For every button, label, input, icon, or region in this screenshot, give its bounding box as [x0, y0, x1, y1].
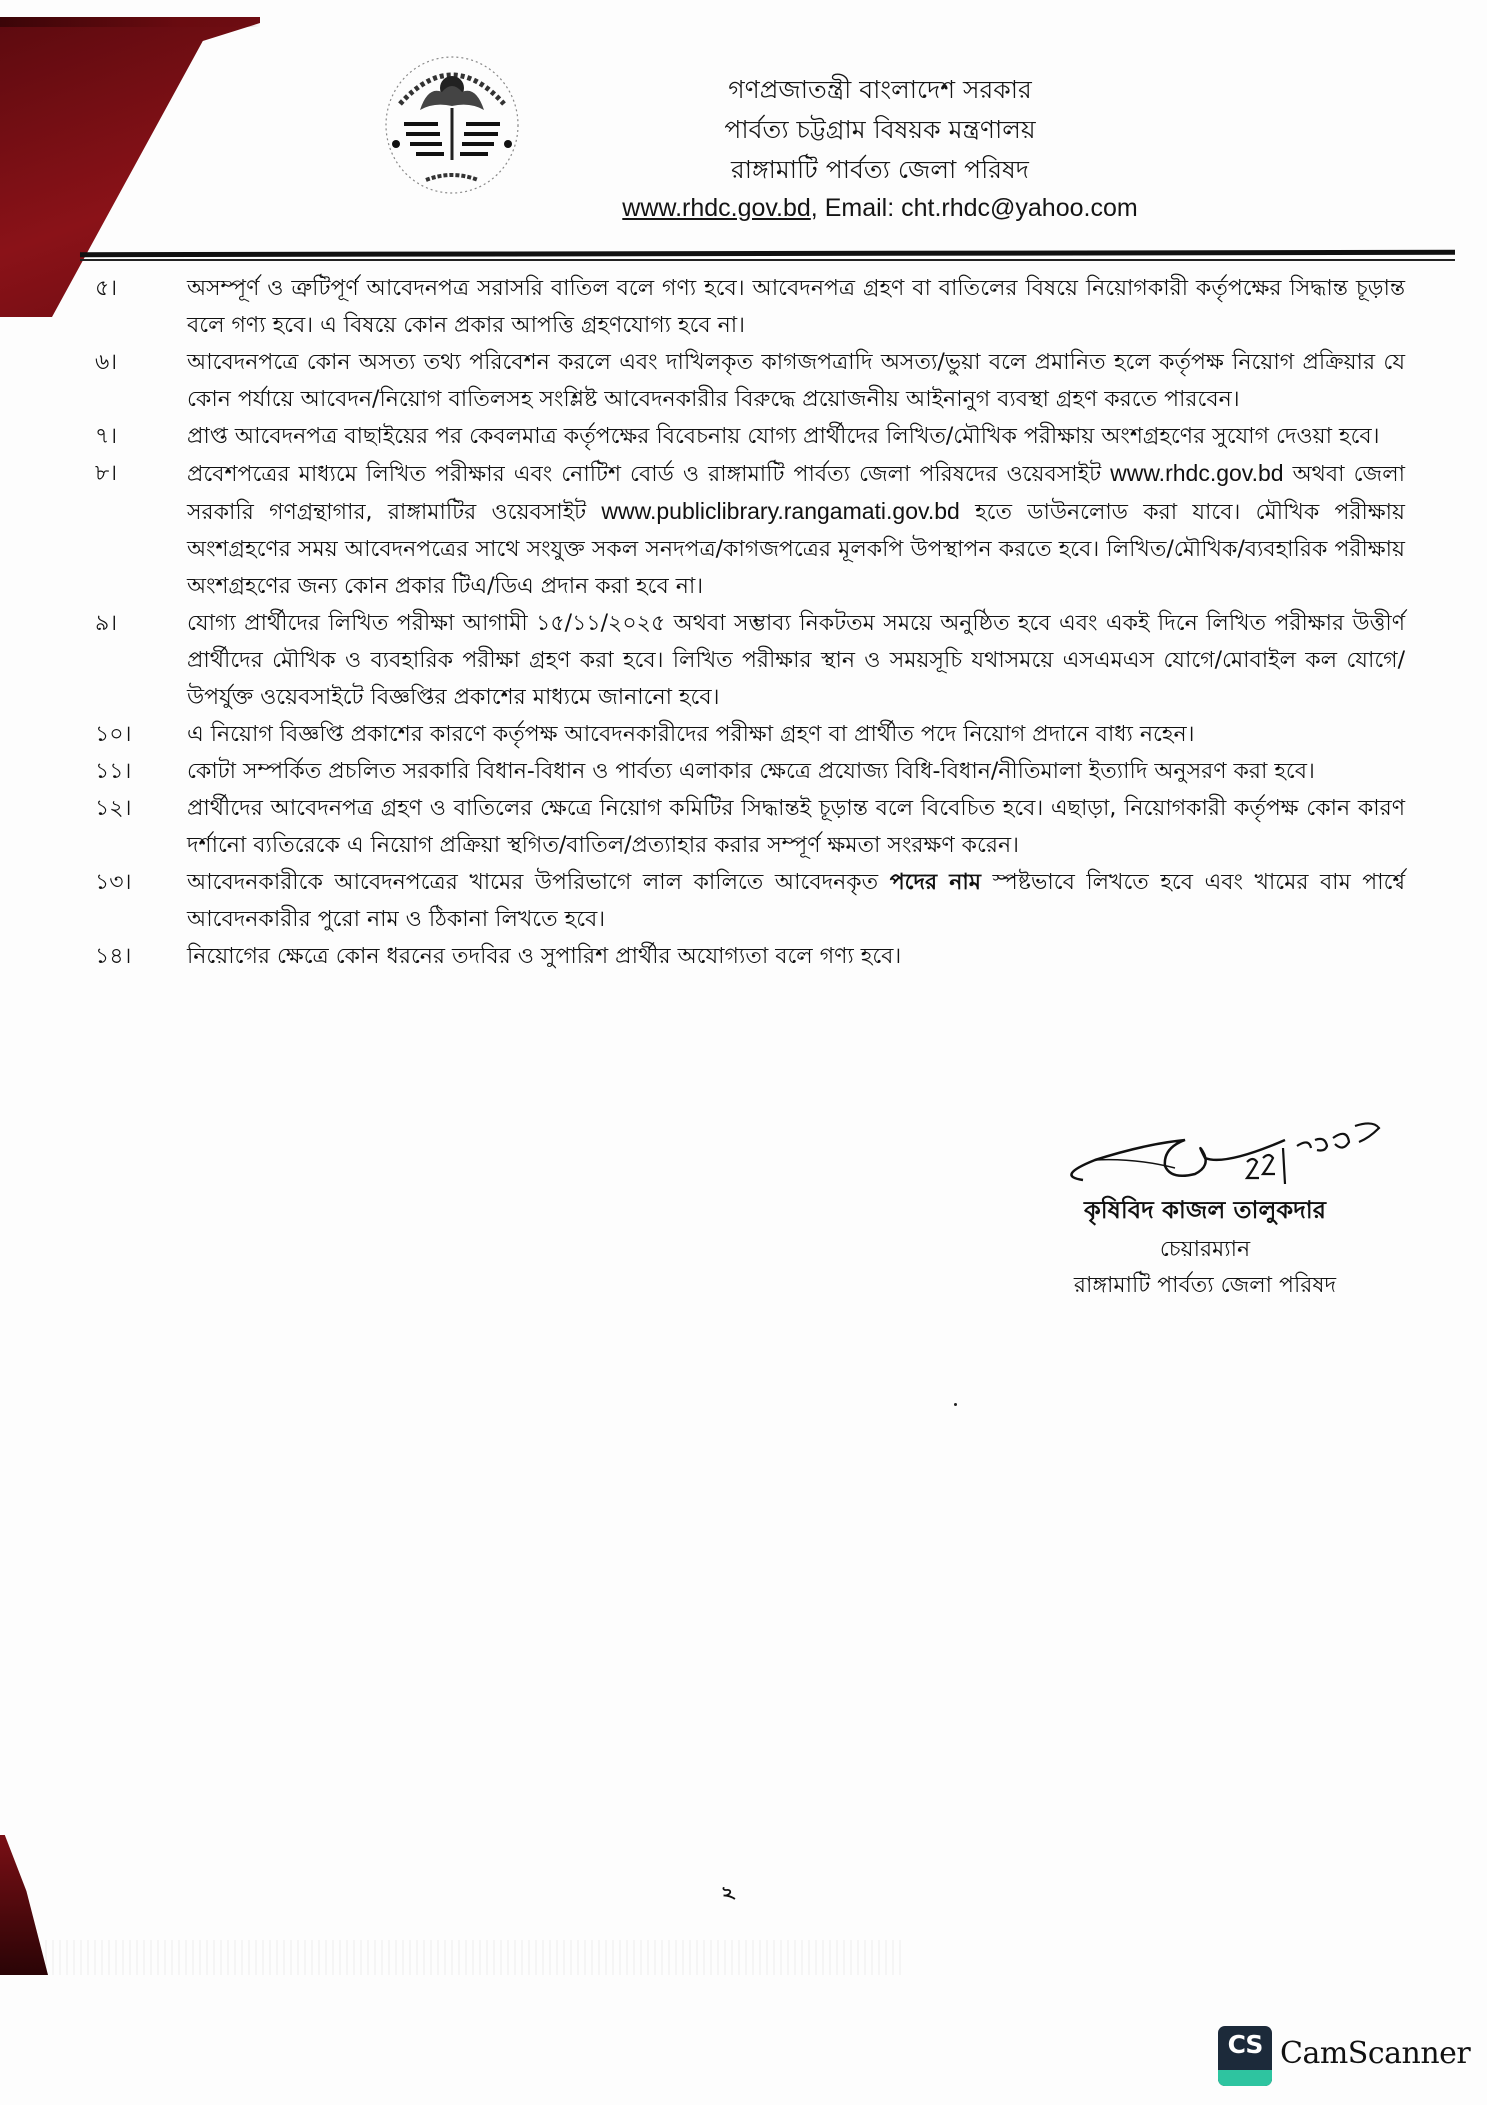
- camscanner-brand: CamScanner: [1280, 2036, 1471, 2071]
- scan-noise-band: [45, 1940, 905, 1975]
- item-text: [187, 864, 1405, 938]
- item-text-part: অথবা জেলা সরকারি গণগ্রন্থাগার, রাঙ্গামাটির ওয়েবসাইট: [187, 462, 1405, 525]
- library-website-link[interactable]: www.publiclibrary.rangamati.gov.bd: [601, 498, 960, 524]
- header-ministry: পার্বত্য চট্টগ্রাম বিষয়ক মন্ত্রণালয়: [724, 115, 1036, 144]
- list-item: [0, 753, 1405, 790]
- list-item: [0, 418, 1405, 455]
- rhdc-website-link[interactable]: www.rhdc.gov.bd: [1110, 460, 1284, 486]
- council-seal-logo: [378, 52, 526, 198]
- item-text-part: আবেদনকারীকে আবেদনপত্রের খামের উপরিভাগে লাল কালিতে আবেদনকৃত: [187, 870, 890, 895]
- item-number: ১২।: [95, 796, 132, 821]
- item-text: যোগ্য প্রার্থীদের লিখিত পরীক্ষা আগামী ১৫/১১/২০২৫ অথবা সম্ভাব্য নিকটতম সময়ে অনুষ্ঠিত হবে এবং একই দিনে লিখিত পরীক্ষার উত্তীর্ণ প্রার্থীদের মৌখিক ও ব্যবহারিক পরীক্ষা গ্রহণ করা হবে। লিখিত পরীক্ষার স্থান ও সময়সূচি যথাসময়ে এসএমএস যোগে/মোবাইল কল যোগে/উপর্যুক্ত ওয়েবসাইটে বিজ্ঞপ্তির প্রকাশের মাধ্যমে জানানো হবে।: [187, 611, 1405, 710]
- list-item: [0, 716, 1405, 753]
- item-number: ৫।: [95, 276, 118, 301]
- email-text: , Email: cht.rhdc@yahoo.com: [810, 194, 1138, 222]
- page-number: ২: [717, 1878, 738, 1906]
- item-number: ৯।: [95, 611, 118, 636]
- camscanner-logo-icon: [1218, 2026, 1272, 2086]
- item-text-part: হতে ডাউনলোড করা যাবে। মৌখিক পরীক্ষায় অংশগ্রহণের সময় আবেদনপত্রের সাথে সংযুক্ত সকল সনদপত্র/কাগজপত্রের মূলকপি উপস্থাপন করতে হবে। লিখিত/মৌখিক/ব্যবহারিক পরীক্ষায় অংশগ্রহণের জন্য কোন প্রকার টিএ/ডিএ প্রদান করা হবে না।: [187, 500, 1405, 599]
- list-item: [0, 270, 1405, 344]
- website-link[interactable]: www.rhdc.gov.bd: [622, 194, 811, 222]
- list-item: [0, 938, 1405, 975]
- item-text: প্রার্থীদের আবেদনপত্র গ্রহণ ও বাতিলের ক্ষেত্রে নিয়োগ কমিটির সিদ্ধান্তই চূড়ান্ত বলে বিবেচিত হবে। এছাড়া, নিয়োগকারী কর্তৃপক্ষ কোন কারণ দর্শানো ব্যতিরেকে এ নিয়োগ প্রক্রিয়া স্থগিত/বাতিল/প্রত্যাহার করার সম্পূর্ণ ক্ষমতা সংরক্ষণ করেন।: [187, 796, 1405, 858]
- handwritten-signature: [1035, 1118, 1395, 1198]
- list-item: [0, 864, 1405, 938]
- item-text: আবেদনপত্রে কোন অসত্য তথ্য পরিবেশন করলে এবং দাখিলকৃত কাগজপত্রাদি অসত্য/ভুয়া বলে প্রমানিত হলে কর্তৃপক্ষ নিয়োগ প্রক্রিয়ার যে কোন পর্যায়ে আবেদন/নিয়োগ বাতিলসহ সংশ্লিষ্ট আবেদনকারীর বিরুদ্ধে প্রয়োজনীয় আইনানুগ ব্যবস্থা গ্রহণ করতে পারবেন।: [187, 350, 1405, 412]
- item-text: অসম্পূর্ণ ও ত্রুটিপূর্ণ আবেদনপত্র সরাসরি বাতিল বলে গণ্য হবে। আবেদনপত্র গ্রহণ বা বাতিলের বিষয়ে নিয়োগকারী কর্তৃপক্ষের সিদ্ধান্ত চূড়ান্ত বলে গণ্য হবে। এ বিষয়ে কোন প্রকার আপত্তি গ্রহণযোগ্য হবে না।: [187, 276, 1405, 338]
- item-text-part: প্রবেশপত্রের মাধ্যমে লিখিত পরীক্ষার এবং নোটিশ বোর্ড ও রাঙ্গামাটি পার্বত্য জেলা পরিষদের ওয়েবসাইট: [187, 462, 1111, 487]
- signatory-title: চেয়ারম্যান: [1159, 1237, 1251, 1262]
- item-text: কোটা সম্পর্কিত প্রচলিত সরকারি বিধান-বিধান ও পার্বত্য এলাকার ক্ষেত্রে প্রযোজ্য বিধি-বিধান/নীতিমালা ইত্যাদি অনুসরণ করা হবে।: [187, 759, 1315, 784]
- terms-list: [0, 270, 1487, 975]
- item-text-part: স্পষ্টভাবে লিখতে হবে এবং খামের বাম পার্শ্বে আবেদনকারীর পুরো নাম ও ঠিকানা লিখতে হবে।: [187, 870, 1406, 932]
- item-number: ৬।: [95, 350, 118, 375]
- header-contact: [520, 188, 1240, 228]
- item-number: ১১।: [95, 759, 132, 784]
- item-number: ১০।: [95, 722, 132, 747]
- list-item: [0, 790, 1405, 864]
- item-text: প্রাপ্ত আবেদনপত্র বাছাইয়ের পর কেবলমাত্র কর্তৃপক্ষের বিবেচনায় যোগ্য প্রার্থীদের লিখিত/মৌখিক পরীক্ষায় অংশগ্রহণের সুযোগ দেওয়া হবে।: [187, 424, 1380, 449]
- letterhead: [520, 70, 1240, 228]
- item-number: ১৩।: [95, 870, 132, 895]
- list-item: [0, 605, 1405, 716]
- item-text-bold: পদের নাম: [889, 870, 982, 895]
- header-government: গণপ্রজাতন্ত্রী বাংলাদেশ সরকার: [728, 75, 1032, 104]
- signatory-name: কৃষিবিদ কাজল তালুকদার: [1084, 1196, 1326, 1224]
- item-number: ৮।: [95, 461, 118, 486]
- item-number: ১৪।: [95, 944, 132, 969]
- stray-dot: [954, 1403, 957, 1406]
- item-text: নিয়োগের ক্ষেত্রে কোন ধরনের তদবির ও সুপারিশ প্রার্থীর অযোগ্যতা বলে গণ্য হবে।: [187, 944, 902, 969]
- signatory-organization: রাঙ্গামাটি পার্বত্য জেলা পরিষদ: [1073, 1273, 1337, 1298]
- header-rule-thin: [80, 259, 1455, 261]
- camscanner-logo-band: [1218, 2070, 1272, 2086]
- header-rule-thick: [80, 250, 1455, 257]
- list-item: [0, 455, 1405, 605]
- item-text: [187, 455, 1405, 605]
- scan-edge-bottom-left: [0, 1835, 48, 1975]
- list-item: [0, 344, 1405, 418]
- scan-edge-top-strip: [0, 17, 260, 27]
- item-text: এ নিয়োগ বিজ্ঞপ্তি প্রকাশের কারণে কর্তৃপক্ষ আবেদনকারীদের পরীক্ষা গ্রহণ বা প্রার্থীত পদে নিয়োগ প্রদানে বাধ্য নহেন।: [187, 722, 1195, 747]
- item-number: ৭।: [95, 424, 118, 449]
- header-council: রাঙ্গামাটি পার্বত্য জেলা পরিষদ: [731, 155, 1029, 184]
- camscanner-logo-letters: CS: [1227, 2030, 1263, 2059]
